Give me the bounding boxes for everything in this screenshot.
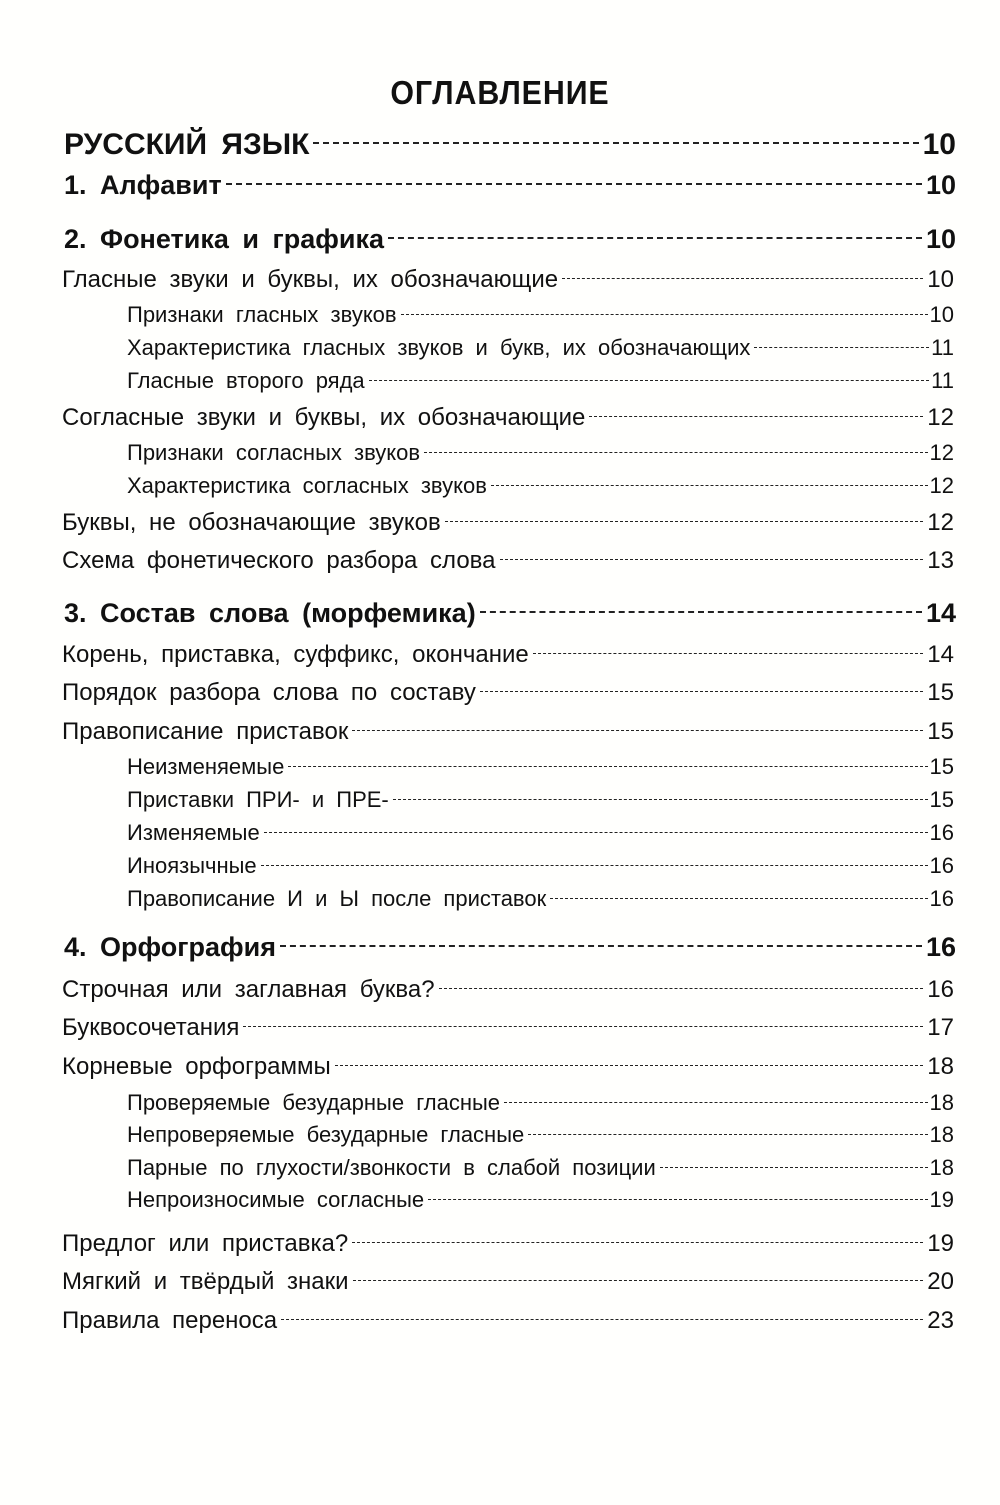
toc-entry-sub <box>127 302 954 328</box>
toc-entry-section <box>62 266 954 294</box>
toc-entry-page-number: 15 <box>927 718 954 745</box>
dash-leader <box>313 142 918 144</box>
dash-leader <box>424 452 927 453</box>
toc-entry-label: Предлог или приставка? <box>62 1230 349 1257</box>
toc-entry-page-number: 16 <box>929 886 954 911</box>
toc-entry-sub <box>127 1122 954 1148</box>
toc-entry-page-number: 15 <box>929 754 954 779</box>
dash-leader <box>428 1199 927 1200</box>
toc-entry-label: Непроверяемые безударные гласные <box>127 1122 525 1147</box>
toc-entry-label: Непроизносимые согласные <box>127 1187 425 1212</box>
dash-leader <box>369 380 929 381</box>
dash-leader <box>261 865 928 866</box>
toc-entry-section <box>62 679 954 707</box>
toc-entry-section <box>62 1014 954 1042</box>
dash-leader <box>480 691 923 692</box>
toc-entry-section <box>62 1053 954 1081</box>
dash-leader <box>393 799 928 800</box>
toc-entry-section <box>62 1230 954 1258</box>
dash-leader <box>335 1065 924 1066</box>
dash-leader <box>401 314 928 315</box>
toc-entry-chapter <box>64 598 956 629</box>
toc-entry-page-number: 17 <box>927 1014 954 1041</box>
dash-leader <box>480 611 922 613</box>
toc-entry-label: Иноязычные <box>127 853 257 878</box>
toc-entry-sub <box>127 440 954 466</box>
toc-entry-section <box>62 1268 954 1296</box>
toc-entry-page-number: 16 <box>925 932 956 962</box>
toc-entry-label: Корень, приставка, суффикс, окончание <box>62 641 529 668</box>
toc-entry-label: Парные по глухости/звонкости в слабой позиции <box>127 1155 656 1180</box>
toc-entry-sub <box>127 820 954 846</box>
toc-entry-page-number: 18 <box>929 1090 954 1115</box>
toc-entry-label: РУССКИЙ ЯЗЫК <box>64 128 310 161</box>
toc-entry-label: Буквы, не обозначающие звуков <box>62 509 441 536</box>
toc-entry-section <box>62 976 954 1004</box>
toc-entry-page-number: 12 <box>927 509 954 536</box>
dash-leader <box>352 1242 923 1243</box>
toc-entry-sub <box>127 886 954 912</box>
toc-entry-page-number: 19 <box>929 1187 954 1212</box>
toc-entry-label: Строчная или заглавная буква? <box>62 976 435 1003</box>
toc-entry-label: 2. Фонетика и графика <box>64 224 384 254</box>
toc-entry-page-number: 23 <box>927 1307 954 1334</box>
toc-entry-page-number: 18 <box>929 1122 954 1147</box>
toc-entry-page-number: 18 <box>927 1053 954 1080</box>
toc-entry-part <box>64 128 956 162</box>
toc-entry-chapter <box>64 170 956 201</box>
dash-leader <box>660 1167 928 1168</box>
toc-entry-label: Проверяемые безударные гласные <box>127 1090 501 1115</box>
toc-entry-label: 4. Орфография <box>64 932 277 962</box>
toc-entry-label: Согласные звуки и буквы, их обозначающие <box>62 404 586 431</box>
toc-entry-sub <box>127 473 954 499</box>
dash-leader <box>352 730 923 731</box>
toc-entry-section <box>62 641 954 669</box>
toc-entry-page-number: 15 <box>927 679 954 706</box>
toc-entry-label: Характеристика гласных звуков и букв, их обозначающих <box>127 335 751 360</box>
toc-entry-page-number: 20 <box>927 1268 954 1295</box>
toc-entry-chapter <box>64 932 956 963</box>
dash-leader <box>528 1134 927 1135</box>
toc-entry-sub <box>127 368 954 394</box>
page-title: ОГЛАВЛЕНИЕ <box>390 74 610 111</box>
toc-entry-sub <box>127 754 954 780</box>
toc-entry-page-number: 10 <box>925 224 956 254</box>
toc-entry-page-number: 12 <box>927 404 954 431</box>
dash-leader <box>264 832 928 833</box>
toc-entry-page-number: 11 <box>931 335 954 360</box>
dash-leader <box>388 237 922 239</box>
dash-leader <box>562 278 923 279</box>
toc-entry-page-number: 12 <box>929 473 954 498</box>
dash-leader <box>504 1102 927 1103</box>
toc-entry-label: Гласные второго ряда <box>127 368 365 393</box>
toc-entry-page-number: 10 <box>925 170 956 200</box>
toc-entry-sub <box>127 335 954 361</box>
toc-entry-page-number: 19 <box>927 1230 954 1257</box>
toc-entry-label: Правила переноса <box>62 1307 278 1334</box>
toc-entry-section <box>62 1307 954 1335</box>
dash-leader <box>280 945 922 947</box>
toc-entry-label: Гласные звуки и буквы, их обозначающие <box>62 266 559 293</box>
toc-entry-sub <box>127 853 954 879</box>
toc-entry-sub <box>127 1187 954 1213</box>
dash-leader <box>243 1026 923 1027</box>
toc-entry-label: Корневые орфограммы <box>62 1053 331 1080</box>
dash-leader <box>550 898 927 899</box>
dash-leader <box>445 521 924 522</box>
toc-entry-label: Изменяемые <box>127 820 260 845</box>
toc-entry-page-number: 10 <box>929 302 954 327</box>
toc-entry-label: Схема фонетического разбора слова <box>62 547 496 574</box>
toc-entry-page-number: 10 <box>927 266 954 293</box>
toc-entry-label: Признаки гласных звуков <box>127 302 397 327</box>
toc-entry-section <box>62 404 954 432</box>
dash-leader <box>288 766 927 767</box>
toc-entry-page-number: 14 <box>927 641 954 668</box>
toc-entry-label: 3. Состав слова (морфемика) <box>64 598 476 628</box>
toc-entry-section <box>62 509 954 537</box>
toc-entry-chapter <box>64 224 956 255</box>
toc-entry-sub <box>127 1090 954 1116</box>
toc-entry-page-number: 18 <box>929 1155 954 1180</box>
toc-entry-page-number: 10 <box>922 128 956 161</box>
dash-leader <box>533 653 924 654</box>
toc-entry-section <box>62 547 954 575</box>
toc-entry-page-number: 11 <box>931 368 954 393</box>
dash-leader <box>500 559 924 560</box>
toc-entry-page-number: 13 <box>927 547 954 574</box>
toc-entry-label: Правописание И и Ы после приставок <box>127 886 547 911</box>
dash-leader <box>754 347 929 348</box>
toc-entry-page-number: 16 <box>929 853 954 878</box>
toc-entry-page-number: 16 <box>927 976 954 1003</box>
dash-leader <box>491 485 928 486</box>
dash-leader <box>439 988 924 989</box>
toc-entry-label: Правописание приставок <box>62 718 349 745</box>
dash-leader <box>589 416 923 417</box>
toc-entry-page-number: 12 <box>929 440 954 465</box>
toc-entry-label: Характеристика согласных звуков <box>127 473 487 498</box>
toc-entry-label: Приставки ПРИ- и ПРЕ- <box>127 787 389 812</box>
toc-entry-label: Мягкий и твёрдый знаки <box>62 1268 349 1295</box>
dash-leader <box>281 1319 923 1320</box>
dash-leader <box>353 1280 924 1281</box>
toc-entry-page-number: 14 <box>925 598 956 628</box>
dash-leader <box>226 183 922 185</box>
toc-entry-label: Буквосочетания <box>62 1014 240 1041</box>
toc-entry-label: Неизменяемые <box>127 754 285 779</box>
toc-entry-label: Признаки согласных звуков <box>127 440 421 465</box>
toc-entry-label: 1. Алфавит <box>64 170 222 200</box>
toc-entry-section <box>62 718 954 746</box>
toc-entry-sub <box>127 787 954 813</box>
toc-entry-page-number: 15 <box>929 787 954 812</box>
toc-entry-label: Порядок разбора слова по составу <box>62 679 476 706</box>
toc-entry-sub <box>127 1155 954 1181</box>
toc-entry-page-number: 16 <box>929 820 954 845</box>
